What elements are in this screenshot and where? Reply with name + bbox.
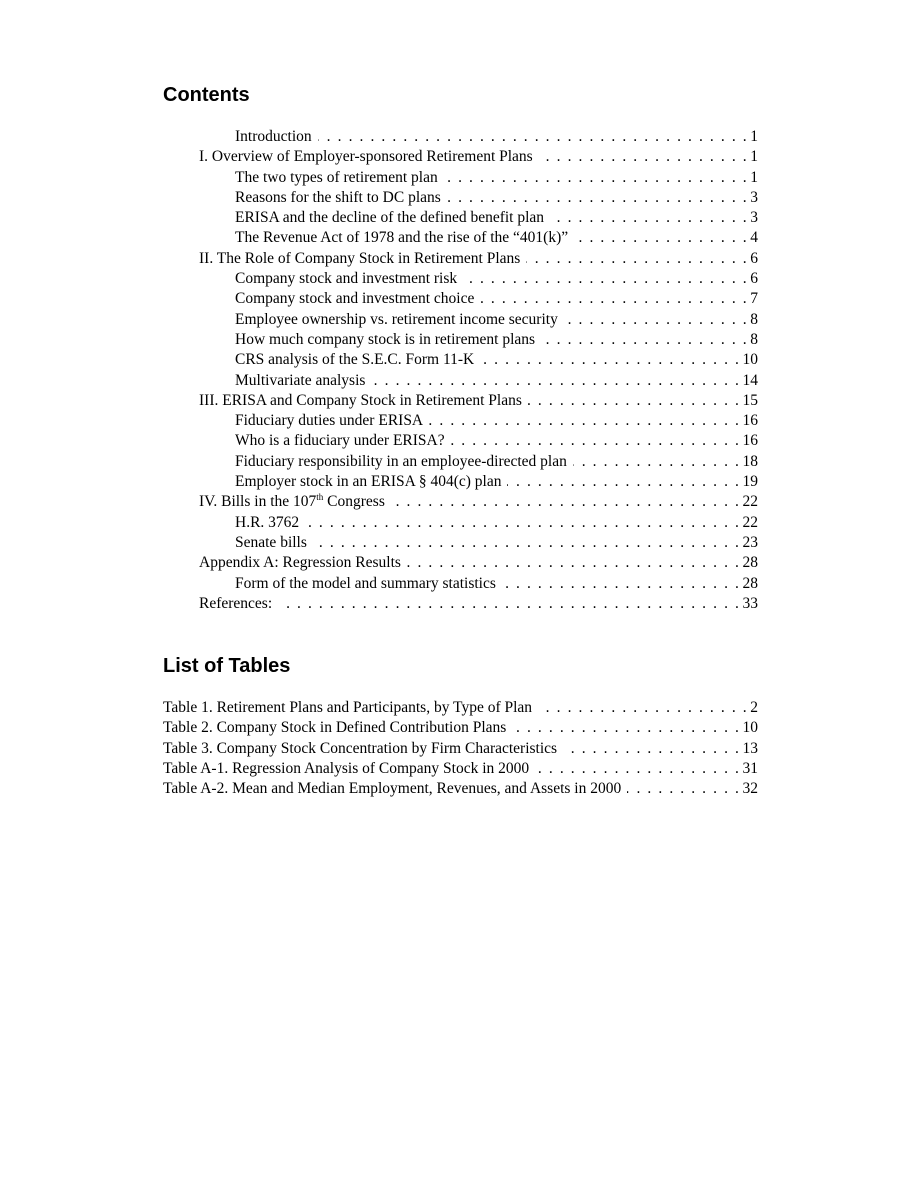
dot-leader	[627, 779, 740, 799]
toc-entry[interactable]	[0, 533, 920, 553]
entry-title: H.R. 3762	[235, 513, 300, 531]
dot-leader	[313, 533, 741, 553]
entry-title: Form of the model and summary statistics	[235, 574, 496, 592]
page-number: 31	[742, 759, 758, 777]
toc-entry[interactable]	[0, 350, 920, 370]
entry-title: II. The Role of Company Stock in Retirement Plans	[199, 249, 521, 267]
dot-leader	[407, 553, 741, 573]
entry-title: Multivariate analysis	[235, 371, 366, 389]
tables-list	[0, 698, 920, 799]
toc-entry[interactable]	[0, 513, 920, 533]
dot-leader	[480, 289, 748, 309]
entry-title: Fiduciary responsibility in an employee-directed plan	[235, 452, 567, 470]
page-number: 18	[742, 452, 758, 470]
page-number: 19	[742, 473, 758, 491]
entry-title: Table 1. Retirement Plans and Participants, by Type of Plan	[163, 699, 533, 716]
dot-leader	[574, 228, 748, 248]
toc-entry[interactable]	[0, 269, 920, 289]
toc-entry[interactable]	[0, 411, 920, 431]
table-entry[interactable]	[0, 739, 920, 759]
page-number: 16	[742, 432, 758, 450]
dot-leader	[539, 147, 749, 167]
page-number: 23	[742, 533, 758, 551]
page-number: 7	[750, 290, 758, 308]
dot-leader	[512, 718, 740, 738]
dot-leader	[563, 739, 740, 759]
entry-title: Table A-2. Mean and Median Employment, Revenues, and Assets in 2000	[163, 780, 622, 798]
page-number: 13	[742, 739, 758, 757]
dot-leader	[526, 249, 748, 269]
toc-entry[interactable]	[0, 472, 920, 492]
toc-entry[interactable]	[0, 492, 920, 512]
dot-leader	[550, 208, 748, 228]
page-number: 6	[750, 270, 758, 288]
dot-leader	[444, 168, 749, 188]
toc-entry[interactable]	[0, 249, 920, 269]
toc-entry[interactable]	[0, 371, 920, 391]
dot-leader	[463, 269, 748, 289]
page-number: 1	[750, 128, 758, 145]
page-number: 14	[742, 371, 758, 389]
toc-entry[interactable]	[0, 208, 920, 228]
contents-list	[0, 127, 920, 614]
dot-leader	[429, 411, 740, 431]
page-number: 22	[742, 493, 758, 511]
page-number: 6	[750, 249, 758, 267]
dot-leader	[371, 371, 740, 391]
page-number: 28	[742, 554, 758, 572]
page-number: 3	[750, 188, 758, 206]
page-number: 32	[742, 780, 758, 798]
page-number: 3	[750, 209, 758, 227]
dot-leader	[502, 574, 741, 594]
page-number: 1	[750, 148, 758, 166]
toc-entry[interactable]	[0, 553, 920, 573]
entry-title: Employee ownership vs. retirement income security	[235, 310, 558, 328]
entry-title: CRS analysis of the S.E.C. Form 11-K	[235, 351, 475, 369]
dot-leader	[528, 391, 741, 411]
entry-title: ERISA and the decline of the defined benefit plan	[235, 209, 545, 227]
dot-leader	[305, 513, 740, 533]
page-number: 22	[742, 513, 758, 531]
dot-leader	[507, 472, 740, 492]
entry-title: Senate bills	[235, 533, 307, 551]
entry-title: Employer stock in an ERISA § 404(c) plan	[235, 473, 502, 491]
contents-heading: Contents	[163, 84, 250, 106]
entry-title: Table 3. Company Stock Concentration by Firm Characteristics	[163, 739, 558, 757]
toc-entry[interactable]	[0, 391, 920, 411]
page-number: 15	[742, 391, 758, 409]
toc-entry[interactable]	[0, 330, 920, 350]
entry-title: Appendix A: Regression Results	[199, 554, 401, 572]
table-entry[interactable]	[0, 779, 920, 799]
table-entry[interactable]	[0, 759, 920, 779]
toc-entry[interactable]	[0, 289, 920, 309]
entry-title: Introduction	[235, 128, 312, 145]
page-number: 1	[750, 168, 758, 186]
page-number: 4	[750, 229, 758, 247]
entry-title: Company stock and investment risk	[235, 270, 458, 288]
dot-leader	[564, 310, 748, 330]
entry-title-prefix: IV. Bills in the 107	[199, 493, 317, 511]
dot-leader	[391, 492, 741, 512]
toc-entry[interactable]	[0, 431, 920, 451]
entry-title: References:	[199, 594, 273, 612]
dot-leader	[447, 188, 748, 208]
dot-leader	[535, 759, 740, 779]
dot-leader	[538, 698, 748, 718]
dot-leader	[480, 350, 740, 370]
page-number: 2	[750, 699, 758, 716]
toc-entry[interactable]	[0, 147, 920, 167]
toc-entry[interactable]	[0, 574, 920, 594]
page-number: 8	[750, 310, 758, 328]
entry-title: Who is a fiduciary under ERISA?	[235, 432, 445, 450]
entry-title	[199, 492, 385, 512]
entry-title: The two types of retirement plan	[235, 168, 438, 186]
page-number: 10	[742, 719, 758, 737]
toc-entry[interactable]	[0, 228, 920, 248]
toc-entry[interactable]	[0, 127, 920, 147]
entry-title: III. ERISA and Company Stock in Retirement Plans	[199, 391, 522, 409]
entry-title: How much company stock is in retirement plans	[235, 330, 536, 348]
entry-title: I. Overview of Employer-sponsored Retirement Plans	[199, 148, 533, 166]
dot-leader	[541, 330, 748, 350]
table-entry[interactable]	[0, 718, 920, 738]
page-number: 10	[742, 351, 758, 369]
entry-title: Company stock and investment choice	[235, 290, 475, 308]
entry-title: Fiduciary duties under ERISA	[235, 412, 424, 430]
list-of-tables-heading: List of Tables	[163, 655, 291, 677]
toc-entry[interactable]	[0, 310, 920, 330]
entry-title-superscript: th	[316, 492, 324, 503]
dot-leader	[278, 594, 740, 614]
entry-title-suffix: Congress	[323, 493, 385, 511]
page-number: 28	[742, 574, 758, 592]
table-entry[interactable]	[0, 698, 920, 718]
page-number: 33	[742, 594, 758, 612]
page-number: 16	[742, 412, 758, 430]
entry-title: Reasons for the shift to DC plans	[235, 188, 441, 206]
toc-entry[interactable]	[0, 594, 920, 614]
entry-title: The Revenue Act of 1978 and the rise of the “401(k)”	[235, 229, 569, 247]
dot-leader	[573, 452, 741, 472]
page-number: 8	[750, 330, 758, 348]
entry-title: Table A-1. Regression Analysis of Company Stock in 2000	[163, 759, 530, 777]
toc-entry[interactable]	[0, 452, 920, 472]
dot-leader	[318, 127, 749, 147]
dot-leader	[451, 431, 741, 451]
entry-title: Table 2. Company Stock in Defined Contribution Plans	[163, 719, 507, 737]
toc-entry[interactable]	[0, 168, 920, 188]
toc-entry[interactable]	[0, 188, 920, 208]
